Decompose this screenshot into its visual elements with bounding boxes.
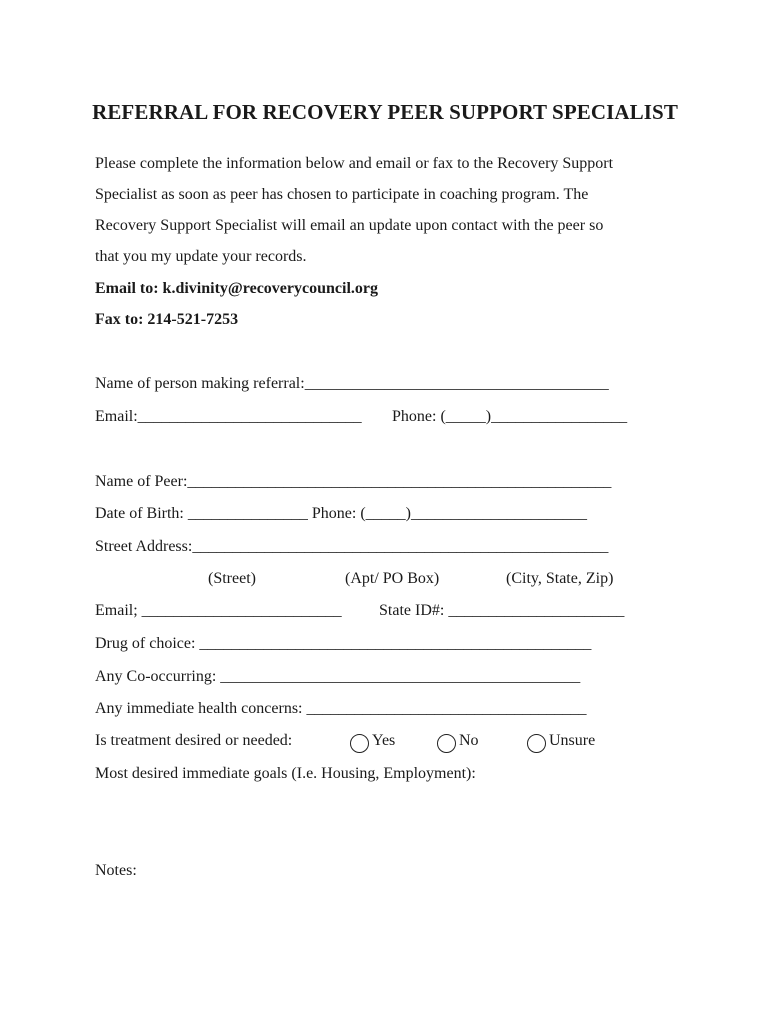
goals-label: Most desired immediate goals (I.e. Housing, Employment): [95, 765, 476, 782]
form-title: REFERRAL FOR RECOVERY PEER SUPPORT SPECIALIST [92, 100, 678, 124]
notes-label: Notes: [95, 862, 137, 879]
fax-to-line: Fax to: 214-521-7253 [95, 311, 239, 328]
radio-no-label: No [459, 732, 479, 749]
intro-line-4: that you my update your records. [95, 248, 307, 265]
referrer-email-field[interactable]: Email:____________________________ [95, 408, 362, 425]
radio-no-icon[interactable] [437, 734, 456, 753]
treatment-question-label: Is treatment desired or needed: [95, 732, 293, 749]
peer-state-id-field[interactable]: State ID#: ______________________ [379, 602, 625, 619]
address-street-caption: (Street) [208, 570, 256, 587]
drug-of-choice-field[interactable]: Drug of choice: _________________________________________________ [95, 635, 592, 652]
peer-address-field[interactable]: Street Address:____________________________________________________ [95, 538, 609, 555]
peer-email-field[interactable]: Email; _________________________ [95, 602, 342, 619]
referrer-phone-field[interactable]: Phone: (_____)_________________ [392, 408, 628, 425]
treatment-option-no[interactable] [437, 731, 479, 751]
radio-yes-icon[interactable] [350, 734, 369, 753]
health-concerns-field[interactable]: Any immediate health concerns: ___________________________________ [95, 700, 587, 717]
treatment-option-yes[interactable] [350, 731, 395, 751]
co-occurring-field[interactable]: Any Co-occurring: _____________________________________________ [95, 668, 581, 685]
referrer-name-field[interactable]: Name of person making referral:______________________________________ [95, 375, 609, 392]
radio-yes-label: Yes [372, 732, 396, 749]
intro-line-3: Recovery Support Specialist will email an update upon contact with the peer so [95, 217, 604, 234]
peer-name-field[interactable]: Name of Peer:_____________________________________________________ [95, 473, 612, 490]
address-apt-caption: (Apt/ PO Box) [345, 570, 440, 587]
intro-line-2: Specialist as soon as peer has chosen to participate in coaching program. The [95, 186, 589, 203]
peer-dob-phone-field[interactable]: Date of Birth: _______________ Phone: (_____)______________________ [95, 505, 587, 522]
email-to-line: Email to: k.divinity@recoverycouncil.org [95, 280, 378, 297]
radio-unsure-label: Unsure [549, 732, 596, 749]
address-city-caption: (City, State, Zip) [506, 570, 614, 587]
radio-unsure-icon[interactable] [527, 734, 546, 753]
treatment-option-unsure[interactable] [527, 731, 595, 751]
intro-line-1: Please complete the information below and email or fax to the Recovery Support [95, 155, 614, 172]
